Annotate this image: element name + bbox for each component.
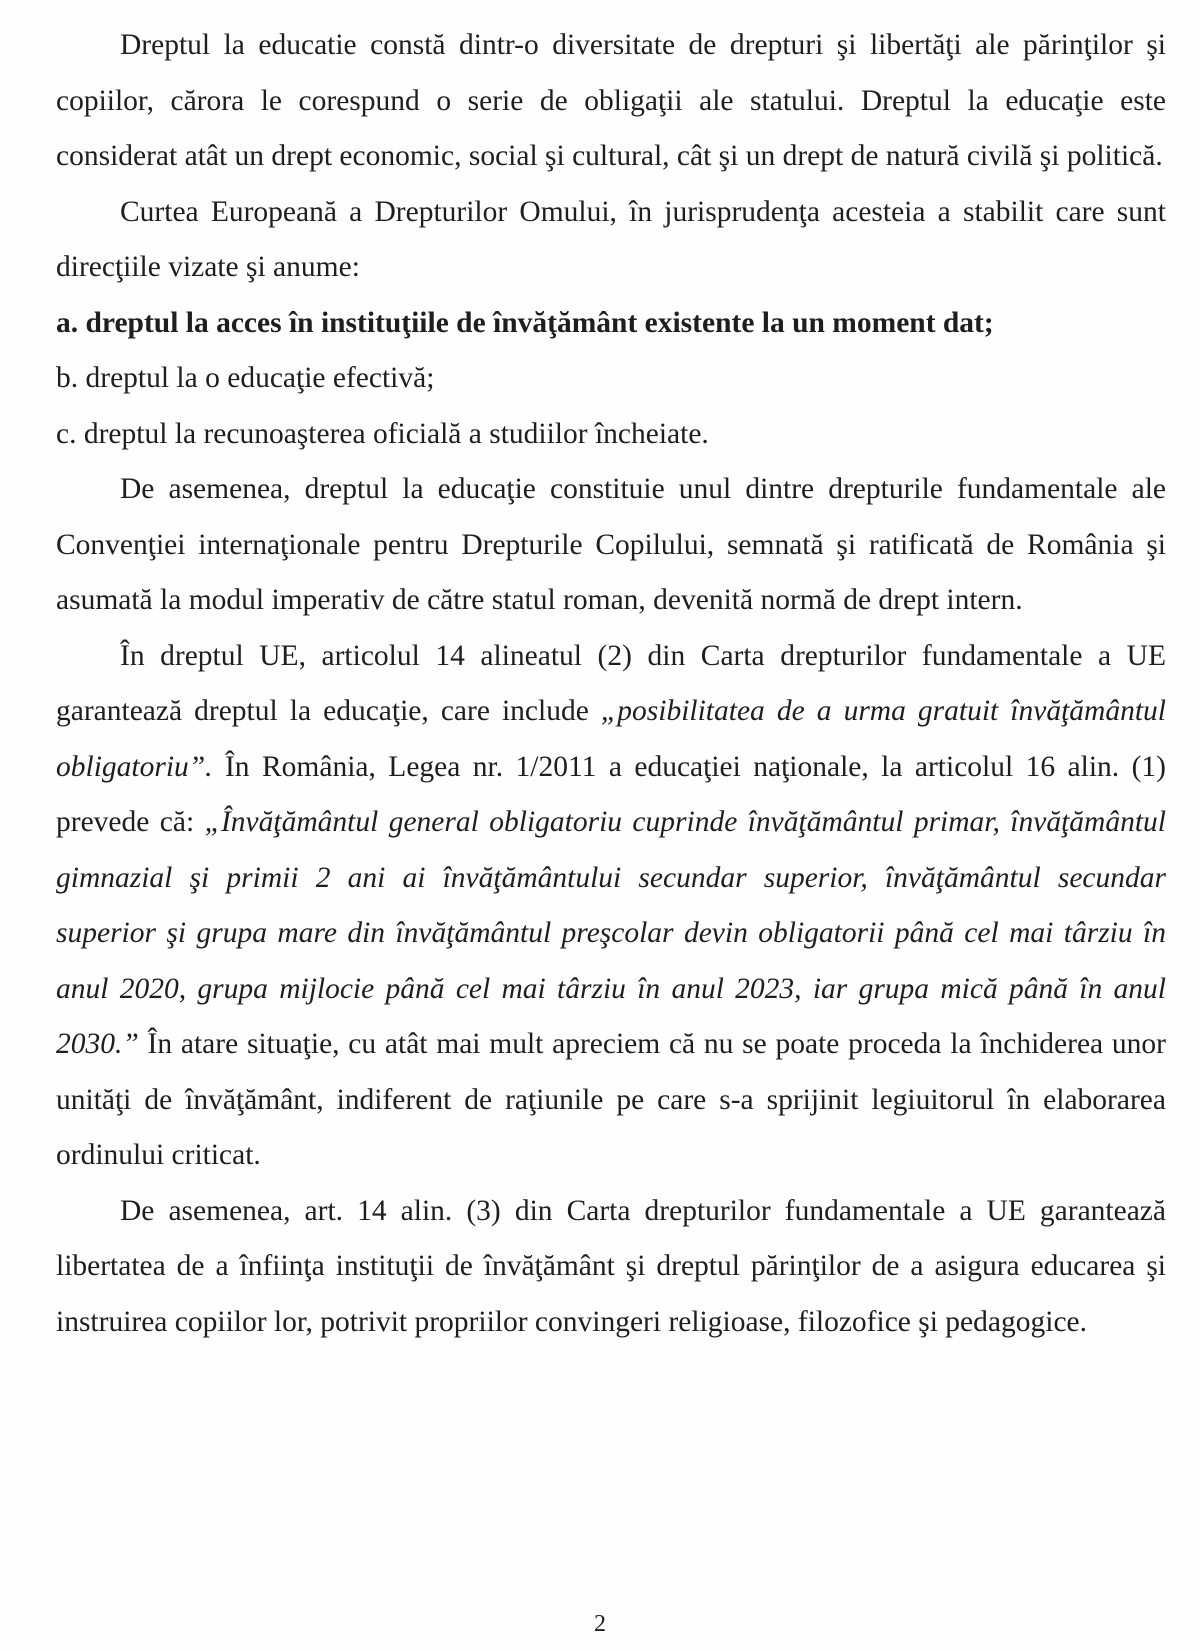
list-item-b: b. dreptul la o educaţie efectivă; bbox=[56, 362, 435, 394]
paragraph-eu-charter-article-14-3: De asemenea, art. 14 alin. (3) din Carta drepturilor fundamentale a UE garantează libertatea de a înfiinţa instituţii de învăţământ şi dreptul părinţilor de a asigura educarea şi instruirea copiilor lor, potrivit propriilor convingeri religioase, filozofice şi pedagogice. bbox=[56, 1194, 1166, 1338]
paragraph-child-rights-convention: De asemenea, dreptul la educaţie constituie unul dintre drepturile fundamentale ale Convenţiei internaţionale pentru Drepturile Copilului, semnată şi ratificată de România şi asumată la modul imperativ de către statul roman, devenită normă de drept intern. bbox=[56, 473, 1166, 616]
quote-free-compulsory-education: „posibilitatea de a urma gratuit învăţământul obligatoriu”. bbox=[56, 695, 1166, 783]
paragraph-eu-charter-article-14-2 bbox=[56, 629, 1166, 1184]
paragraph-right-to-education: Dreptul la educatie constă dintr-o diversitate de drepturi şi libertăţi ale părinţilor şi copiilor, cărora le corespund o serie de obligaţii ale statului. Dreptul la educaţie este considerat atât un drept economic, social şi cultural, cât şi un drept de natură civilă şi politică. bbox=[56, 29, 1166, 172]
paragraph-text: În România, Legea nr. 1/2011 a educaţiei naţionale, la articolul 16 alin. (1) prevede că: bbox=[56, 750, 1166, 838]
paragraph-echr-jurisprudence: Curtea Europeană a Drepturilor Omului, în jurisprudenţa acesteia a stabilit care sunt direcţiile vizate şi anume: bbox=[56, 195, 1166, 283]
paragraph-text: În dreptul UE, articolul 14 alineatul (2) din Carta drepturilor fundamentale a UE garantează dreptul la educaţie, care include bbox=[56, 639, 1166, 727]
list-item-c: c. dreptul la recunoaşterea oficială a studiilor încheiate. bbox=[56, 417, 709, 450]
quote-law-1-2011-article-16: „Învăţământul general obligatoriu cuprinde învăţământul primar, învăţământul gimnazial şi primii 2 ani ai învăţământului secundar superior, învăţământul secundar superior şi grupa mare din învăţământul preşcolar devin obligatorii până cel mai târziu în anul 2020, grupa mijlocie până cel mai târziu în anul 2023, iar grupa mică până în anul 2030.” bbox=[56, 806, 1166, 1060]
list-item-a: a. dreptul la acces în instituţiile de învăţământ existente la un moment dat; bbox=[56, 306, 994, 339]
page-number: 2 bbox=[594, 1611, 606, 1637]
document-body bbox=[56, 18, 1166, 1350]
paragraph-text: În atare situaţie, cu atât mai mult apreciem că nu se poate proceda la închiderea unor unităţi de învăţământ, indiferent de raţiunile pe care s-a sprijinit legiuitorul în elaborarea ordinului criticat. bbox=[56, 1028, 1166, 1171]
